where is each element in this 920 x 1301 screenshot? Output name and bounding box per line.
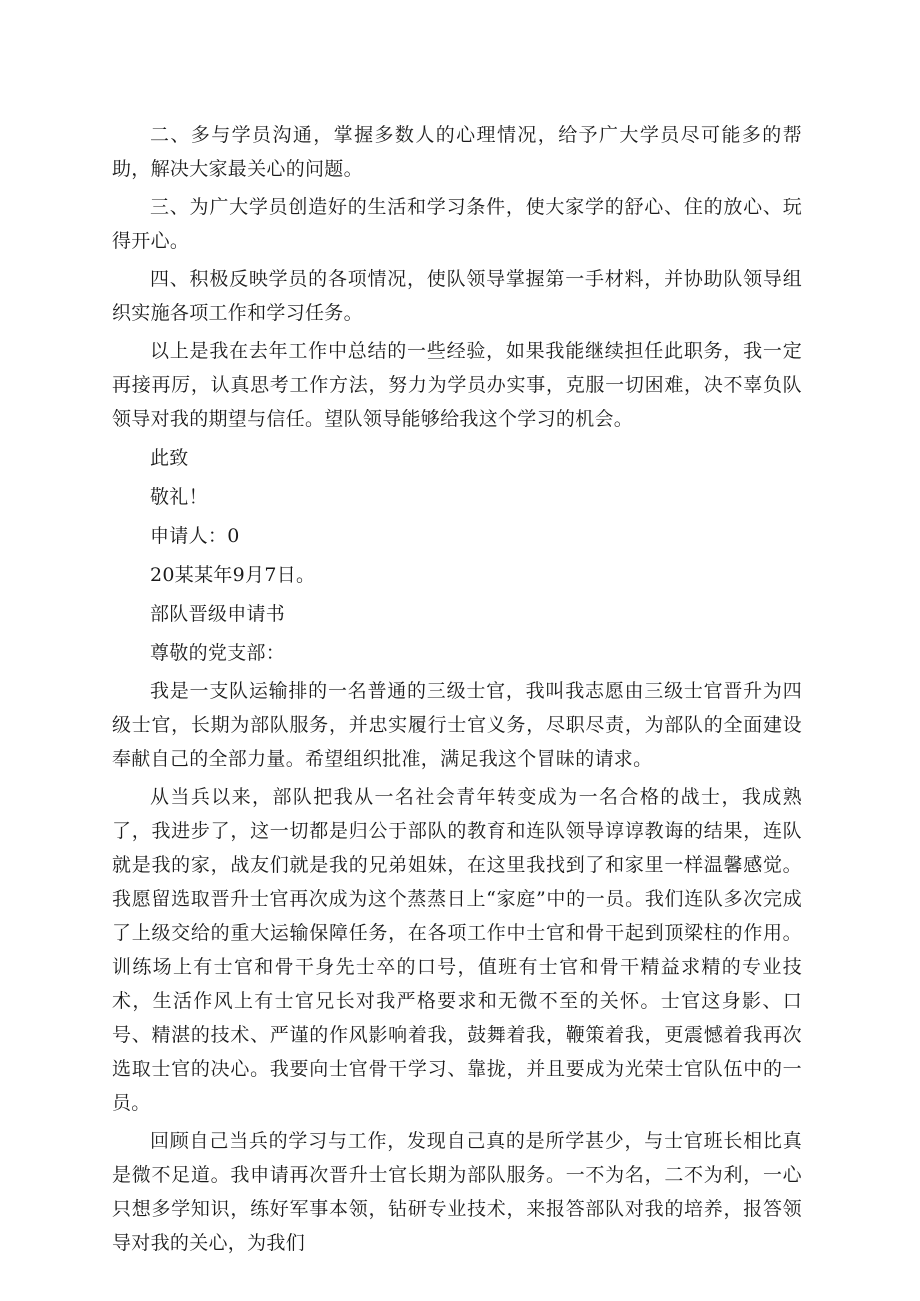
applicant-line: 申请人：0 (150, 525, 240, 547)
paragraph-experience: 从当兵以来，部队把我从一名社会青年转变成为一名合格的战士，我成熟了，我进步了，这一切都是归公于部队的教育和连队领导谆谆教诲的结果，连队就是我的家，战友们就是我的兄弟姐妹，在这里我找到了和家里一样温馨感觉。我愿留选取晋升士官再次成为这个蒸蒸日上“家庭”中的一员。我们连队多次完成了上级交给的重大运输保障任务，在各项工作中士官和骨干起到顶梁柱的作用。训练场上有士官和骨干身先士卒的口号，值班有士官和骨干精益求精的专业技术，生活作风上有士官兄长对我严格要求和无微不至的关怀。士官这身影、口号、精湛的技术、严谨的作风影响着我，鼓舞着我，鞭策着我，更震憾着我再次选取士官的决心。我要向士官骨干学习、靠拢，并且要成为光荣士官队伍中的一员。 (112, 786, 802, 1114)
document-body (112, 118, 802, 1260)
closing-regards: 敬礼！ (150, 486, 208, 508)
paragraph-point-four: 四、积极反映学员的各项情况，使队领导掌握第一手材料，并协助队领导组织实施各项工作和学习任务。 (112, 268, 802, 324)
paragraph-reflection: 回顾自己当兵的学习与工作，发现自己真的是所学甚少，与士官班长相比真是微不足道。我申请再次晋升士官长期为部队服务。一不为名，二不为利，一心只想多学知识，练好军事本领，钻研专业技术，来报答部队对我的培养，报答领导对我的关心，为我们 (112, 1130, 802, 1254)
date-line: 20某某年9月7日。 (150, 564, 316, 586)
paragraph-summary: 以上是我在去年工作中总结的一些经验，如果我能继续担任此职务，我一定再接再厉，认真思考工作方法，努力为学员办实事，克服一切困难，决不辜负队领导对我的期望与信任。望队领导能够给我这个学习的机会。 (112, 340, 802, 430)
paragraph-point-three: 三、为广大学员创造好的生活和学习条件，使大家学的舒心、住的放心、玩得开心。 (112, 196, 802, 252)
section-title: 部队晋级申请书 (150, 603, 286, 625)
paragraph-intro: 我是一支队运输排的一名普通的三级士官，我叫我志愿由三级士官晋升为四级士官，长期为部队服务，并忠实履行士官义务，尽职尽责，为部队的全面建设奉献自己的全部力量。希望组织批准，满足我这个冒昧的请求。 (112, 680, 802, 770)
addressee-line: 尊敬的党支部： (150, 642, 286, 664)
paragraph-point-two: 二、多与学员沟通，掌握多数人的心理情况，给予广大学员尽可能多的帮助，解决大家最关心的问题。 (112, 124, 802, 180)
closing-salutation: 此致 (150, 447, 189, 469)
